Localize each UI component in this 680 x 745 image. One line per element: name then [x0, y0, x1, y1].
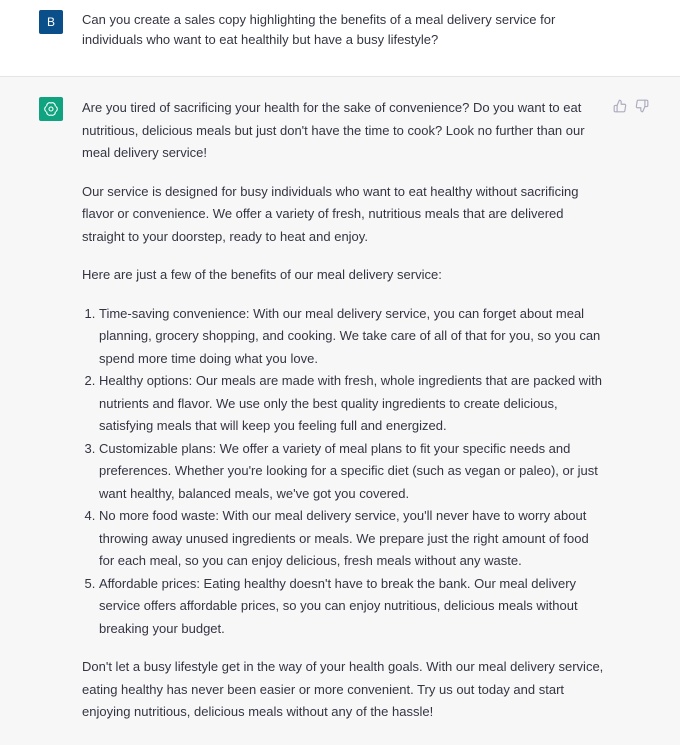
list-item: 4. No more food waste: With our meal delivery service, you'll never have to worry about throwing away unused ingredients or meals. We prepare just the right amount of food for each meal, so you can enjoy delicious, fresh meals without any waste.	[99, 505, 607, 573]
assistant-message-text	[82, 97, 607, 740]
list-item: 1. Time-saving convenience: With our meal delivery service, you can forget about meal planning, grocery shopping, and cooking. We take care of all of that for you, so you can spend more time doing what you love.	[99, 303, 607, 371]
user-message-text: Can you create a sales copy highlighting the benefits of a meal delivery service for individuals who want to eat healthily but have a busy lifestyle?	[82, 12, 556, 47]
openai-logo-icon	[39, 97, 63, 121]
list-item: 5. Affordable prices: Eating healthy doesn't have to break the bank. Our meal delivery service offers affordable prices, so you can enjoy nutritious, delicious meals without breaking your budget.	[99, 573, 607, 641]
user-message-row	[0, 0, 680, 77]
benefits-list	[82, 303, 607, 641]
benefits-intro-paragraph: Here are just a few of the benefits of our meal delivery service:	[82, 267, 442, 282]
thumbs-down-icon[interactable]	[635, 99, 649, 113]
closing-paragraph: Don't let a busy lifestyle get in the way of your health goals. With our meal delivery service, eating healthy has never been easier or more convenient. Try us out today and start enjoying nutritious, delicious meals without any of the hassle!	[82, 659, 604, 719]
intro-paragraph: Are you tired of sacrificing your health for the sake of convenience? Do you want to eat nutritious, delicious meals but just don't have the time to cook? Look no further than our meal delivery service!	[82, 100, 585, 160]
feedback-buttons	[613, 99, 649, 113]
list-item: 3. Customizable plans: We offer a variety of meal plans to fit your specific needs and preferences. Whether you're looking for a specific diet (such as vegan or paleo), or just want healthy, balanced meals, we've got you covered.	[99, 438, 607, 506]
user-avatar: B	[39, 10, 63, 34]
assistant-message-row	[0, 77, 680, 745]
thumbs-up-icon[interactable]	[613, 99, 627, 113]
list-item: 2. Healthy options: Our meals are made with fresh, whole ingredients that are packed with nutrients and flavor. We use only the best quality ingredients to create delicious, satisfying meals that will keep you feeling full and energized.	[99, 370, 607, 438]
service-paragraph: Our service is designed for busy individuals who want to eat healthy without sacrificing flavor or convenience. We offer a variety of fresh, nutritious meals that are delivered straight to your doorstep, ready to heat and enjoy.	[82, 183, 579, 244]
